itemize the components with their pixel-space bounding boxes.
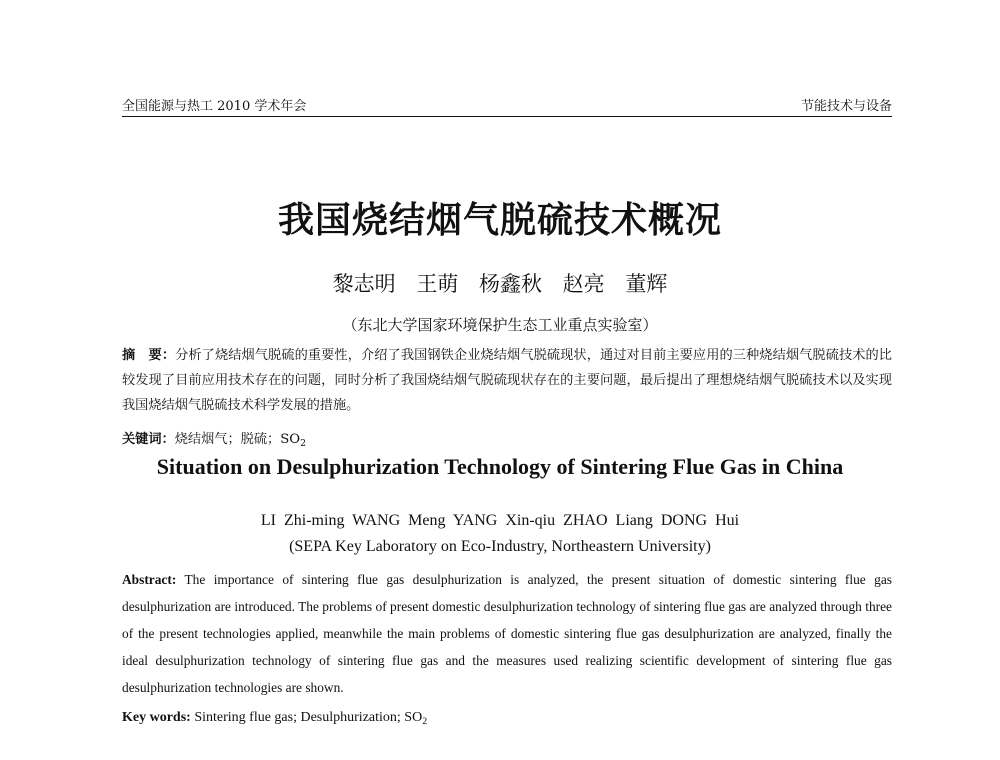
conference-name: 全国能源与热工 2010 学术年会: [122, 99, 307, 114]
chinese-abstract: [122, 343, 892, 418]
journal-section: 节能技术与设备: [800, 99, 892, 114]
english-keywords-label: Key words:: [122, 710, 191, 725]
chinese-keywords-subscript: 2: [300, 437, 306, 449]
running-header: [122, 94, 892, 117]
chinese-abstract-text: 分析了烧结烟气脱硫的重要性，介绍了我国钢铁企业烧结烟气脱硫现状，通过对目前主要应用的三种烧结烟气脱硫技术的比较发现了目前应用技术存在的问题，同时分析了我国烧结烟气脱硫现状存在的主要问题，最后提出了理想烧结烟气脱硫技术以及实现我国烧结烟气脱硫技术科学发展的措施。: [122, 348, 892, 413]
english-affiliation: (SEPA Key Laboratory on Eco-Industry, Northeastern University): [289, 538, 711, 555]
english-keywords-text: Sintering flue gas; Desulphurization; SO: [194, 710, 423, 725]
english-keywords: [122, 708, 892, 732]
english-abstract-text: The importance of sintering flue gas desulphurization is analyzed, the present situation of domestic sintering flue gas desulphurization are introduced. The problems of present domestic desulphurization technology of sintering flue gas are analyzed through three of the present technologies applied, meanwhile the main problems of domestic sintering flue gas desulphurization are analyzed, finally the ideal desulphurization technology of sintering flue gas and the measures used realizing scientific development of sintering flue gas desulphurization technologies are shown.: [122, 572, 892, 695]
english-title: Situation on Desulphurization Technology of Sintering Flue Gas in China: [156, 454, 844, 479]
chinese-keywords: [122, 431, 892, 453]
chinese-affiliation: （东北大学国家环境保护生态工业重点实验室）: [342, 316, 658, 334]
english-abstract-label: Abstract:: [122, 572, 177, 587]
english-keywords-subscript: 2: [422, 715, 428, 727]
english-authors: LI Zhi-ming WANG Meng YANG Xin-qiu ZHAO Liang DONG Hui: [260, 512, 740, 529]
chinese-abstract-label: 摘 要：: [122, 348, 176, 363]
english-abstract: [122, 566, 892, 701]
chinese-authors: 黎志明 王萌 杨鑫秋 赵亮 董辉: [332, 272, 668, 296]
chinese-title: 我国烧结烟气脱硫技术概况: [277, 199, 722, 241]
chinese-keywords-text: 烧结烟气；脱硫；SO: [174, 432, 301, 447]
chinese-keywords-label: 关键词：: [122, 432, 175, 447]
